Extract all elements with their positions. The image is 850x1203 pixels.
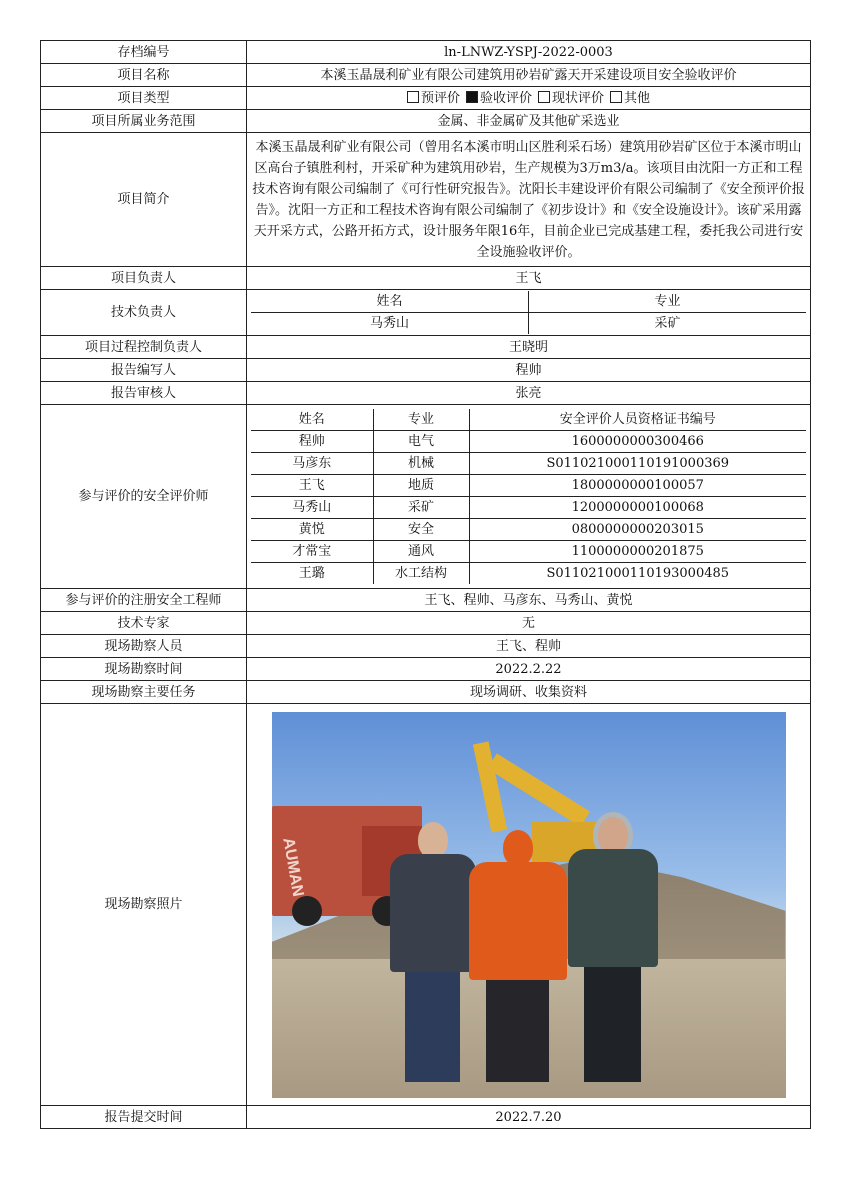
evaluator-name: 王飞 — [251, 475, 373, 497]
evaluator-cert: 1800000000100057 — [469, 475, 806, 497]
submit-time-value: 2022.7.20 — [247, 1106, 811, 1129]
evaluation-record-table — [40, 40, 811, 1129]
evaluator-name: 程帅 — [251, 431, 373, 453]
photo-person-right — [568, 817, 658, 1092]
evaluator-major: 电气 — [373, 431, 469, 453]
survey-task-value: 现场调研、收集资料 — [247, 681, 811, 704]
evaluator-header-cert: 安全评价人员资格证书编号 — [469, 409, 806, 431]
evaluator-name: 才常宝 — [251, 541, 373, 563]
evaluator-row — [251, 519, 806, 541]
truck-brand-text: AUMAN — [278, 835, 306, 898]
evaluators-subtable — [251, 409, 806, 584]
evaluator-major: 地质 — [373, 475, 469, 497]
evaluator-major: 通风 — [373, 541, 469, 563]
report-writer-label: 报告编写人 — [41, 359, 247, 382]
evaluator-row — [251, 453, 806, 475]
evaluator-row — [251, 563, 806, 585]
tech-lead-name: 马秀山 — [251, 313, 529, 335]
project-type-option — [610, 91, 650, 106]
project-type-option-label: 预评价 — [420, 90, 460, 106]
checked-box-icon — [466, 91, 478, 103]
evaluator-row — [251, 431, 806, 453]
project-type-option — [407, 91, 460, 106]
evaluator-row — [251, 541, 806, 563]
site-survey-photo — [272, 712, 786, 1098]
evaluator-name: 马秀山 — [251, 497, 373, 519]
photo-person-middle — [469, 830, 567, 1092]
report-reviewer-value: 张亮 — [247, 382, 811, 405]
evaluator-cert: 0800000000203015 — [469, 519, 806, 541]
project-type-option-label: 其他 — [624, 90, 651, 106]
photo-person-left — [390, 822, 476, 1092]
archive-no-value: ln-LNWZ-YSPJ-2022-0003 — [247, 41, 811, 64]
survey-task-label: 现场勘察主要任务 — [41, 681, 247, 704]
project-type-option — [538, 91, 604, 106]
evaluator-cert: 1100000000201875 — [469, 541, 806, 563]
tech-lead-label: 技术负责人 — [41, 290, 247, 336]
tech-lead-header-name: 姓名 — [251, 291, 529, 313]
unchecked-box-icon — [610, 91, 622, 103]
archive-no-label: 存档编号 — [41, 41, 247, 64]
evaluator-header-row — [251, 409, 806, 431]
unchecked-box-icon — [538, 91, 550, 103]
project-type-label: 项目类型 — [41, 87, 247, 110]
process-control-lead-label: 项目过程控制负责人 — [41, 336, 247, 359]
report-reviewer-label: 报告审核人 — [41, 382, 247, 405]
project-lead-value: 王飞 — [247, 267, 811, 290]
evaluator-header-name: 姓名 — [251, 409, 373, 431]
report-writer-value: 程帅 — [247, 359, 811, 382]
tech-lead-cell — [247, 290, 811, 336]
project-lead-label: 项目负责人 — [41, 267, 247, 290]
survey-photo-cell — [247, 704, 811, 1106]
submit-time-label: 报告提交时间 — [41, 1106, 247, 1129]
survey-time-label: 现场勘察时间 — [41, 658, 247, 681]
project-name-value: 本溪玉晶晟利矿业有限公司建筑用砂岩矿露天开采建设项目安全验收评价 — [247, 64, 811, 87]
project-name-label: 项目名称 — [41, 64, 247, 87]
registered-engineers-value: 王飞、程帅、马彦东、马秀山、黄悦 — [247, 589, 811, 612]
project-type-option-label: 现状评价 — [552, 90, 605, 106]
tech-expert-value: 无 — [247, 612, 811, 635]
evaluator-cert: 1600000000300466 — [469, 431, 806, 453]
evaluator-name: 马彦东 — [251, 453, 373, 475]
unchecked-box-icon — [407, 91, 419, 103]
project-type-option — [466, 91, 532, 106]
tech-lead-header-major: 专业 — [529, 291, 807, 313]
evaluator-cert: S011021000110193000485 — [469, 563, 806, 585]
evaluator-name: 黄悦 — [251, 519, 373, 541]
evaluators-label: 参与评价的安全评价师 — [41, 405, 247, 589]
project-intro-text: 本溪玉晶晟利矿业有限公司（曾用名本溪市明山区胜利采石场）建筑用砂岩矿区位于本溪市明山区高台子镇胜利村，开采矿种为建筑用砂岩，生产规模为3万m3/a。该项目由沈阳一方正和工程技术咨询有限公司编制了《可行性研究报告》。沈阳长丰建设评价有限公司编制了《安全预评价报告》。沈阳一方正和工程技术咨询有限公司编制了《初步设计》和《安全设施设计》。该矿采用露天开采方式，公路开拓方式，设计服务年限16年，目前企业已完成基建工程，委托我公司进行安全设施验收评价。 — [247, 133, 811, 267]
evaluator-major: 水工结构 — [373, 563, 469, 585]
tech-lead-subtable — [251, 291, 806, 334]
survey-staff-label: 现场勘察人员 — [41, 635, 247, 658]
tech-lead-major: 采矿 — [529, 313, 807, 335]
process-control-lead-value: 王晓明 — [247, 336, 811, 359]
evaluator-row — [251, 475, 806, 497]
evaluators-cell — [247, 405, 811, 589]
project-type-options — [247, 87, 811, 110]
evaluator-major: 机械 — [373, 453, 469, 475]
evaluator-name: 王璐 — [251, 563, 373, 585]
survey-photo-label: 现场勘察照片 — [41, 704, 247, 1106]
evaluator-row — [251, 497, 806, 519]
business-scope-value: 金属、非金属矿及其他矿采选业 — [247, 110, 811, 133]
survey-time-value: 2022.2.22 — [247, 658, 811, 681]
evaluator-major: 采矿 — [373, 497, 469, 519]
evaluator-header-major: 专业 — [373, 409, 469, 431]
business-scope-label: 项目所属业务范围 — [41, 110, 247, 133]
evaluator-cert: 1200000000100068 — [469, 497, 806, 519]
survey-staff-value: 王飞、程帅 — [247, 635, 811, 658]
registered-engineers-label: 参与评价的注册安全工程师 — [41, 589, 247, 612]
project-type-option-label: 验收评价 — [479, 90, 532, 106]
tech-expert-label: 技术专家 — [41, 612, 247, 635]
evaluator-major: 安全 — [373, 519, 469, 541]
project-intro-label: 项目简介 — [41, 133, 247, 267]
evaluator-cert: S011021000110191000369 — [469, 453, 806, 475]
